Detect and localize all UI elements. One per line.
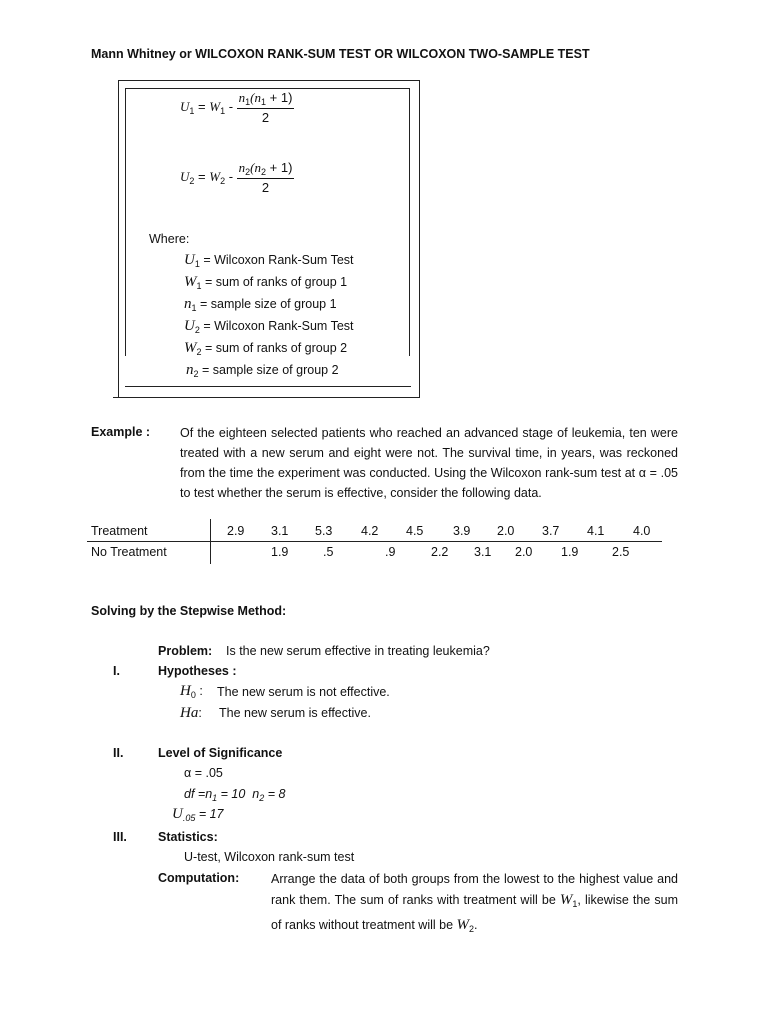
u1-formula: $U_1 = W_1$ - $\frac{n_1(n_1 + 1)}{2}$: [180, 90, 293, 125]
degrees-of-freedom: df $=n_1 = 10$ $n_2 = 8$: [184, 787, 286, 803]
stepwise-heading: Solving by the Stepwise Method:: [91, 604, 287, 618]
critical-u-value: $U_{.05} = 17$: [172, 806, 224, 823]
treatment-label: Treatment: [91, 524, 148, 538]
significance-title: Level of Significance: [158, 746, 283, 760]
u2-formula: $U_2 = W_2$ - $\frac{n_2(n_2 + 1)}{2}$: [180, 160, 293, 195]
treatment-value: 5.3: [315, 524, 333, 538]
page-title: Mann Whitney or WILCOXON RANK-SUM TEST OR WILCOXON TWO-SAMPLE TEST: [91, 47, 590, 61]
no-treatment-label: No Treatment: [91, 545, 167, 559]
definition-u2: $U_2$ = Wilcoxon Rank-Sum Test: [184, 318, 354, 335]
no-treatment-value: 2.2: [431, 545, 449, 559]
problem-label: Problem:: [158, 644, 213, 658]
where-label: Where:: [149, 232, 190, 246]
computation-label: Computation:: [158, 871, 240, 885]
hypotheses-title: Hypotheses :: [158, 664, 237, 678]
alt-hypothesis: Ha:: [180, 705, 202, 721]
no-treatment-value: 1.9: [561, 545, 579, 559]
treatment-value: 3.7: [542, 524, 560, 538]
no-treatment-value: 3.1: [474, 545, 492, 559]
treatment-value: 4.5: [406, 524, 424, 538]
test-name: U-test, Wilcoxon rank-sum test: [184, 850, 355, 864]
example-text: Of the eighteen selected patients who reached an advanced stage of leukemia, ten were treated with a new serum and eight were not. The survival time, in years, was reckoned from the time the experiment was conducted. Using the Wilcoxon rank-sum test at α = .05 to test whether the serum is effective, consider the following data.: [180, 426, 678, 500]
treatment-value: 4.2: [361, 524, 379, 538]
no-treatment-value: 2.5: [612, 545, 630, 559]
treatment-value: 2.9: [227, 524, 245, 538]
definition-n1: $n_1$ = sample size of group 1: [184, 296, 337, 313]
step1-numeral: I.: [113, 664, 120, 678]
no-treatment-value: .9: [385, 545, 396, 559]
definition-w1: $W_1$ = sum of ranks of group 1: [184, 274, 348, 291]
null-hypothesis-text: The new serum is not effective.: [217, 685, 390, 699]
no-treatment-value: 2.0: [515, 545, 533, 559]
treatment-value: 3.9: [453, 524, 471, 538]
definition-n2: $n_2$ = sample size of group 2: [186, 362, 339, 379]
treatment-value: 4.1: [587, 524, 605, 538]
no-treatment-value: .5: [323, 545, 334, 559]
treatment-value: 3.1: [271, 524, 289, 538]
definition-w2: $W_2$ = sum of ranks of group 2: [184, 340, 348, 357]
step3-numeral: III.: [113, 830, 127, 844]
alt-hypothesis-text: The new serum is effective.: [219, 706, 371, 720]
statistics-title: Statistics:: [158, 830, 218, 844]
example-label: Example :: [91, 425, 151, 439]
no-treatment-value: 1.9: [271, 545, 289, 559]
treatment-value: 4.0: [633, 524, 651, 538]
definition-u1: $U_1$ = Wilcoxon Rank-Sum Test: [184, 252, 354, 269]
step2-numeral: II.: [113, 746, 124, 760]
computation-text: Arrange the data of both groups from the lowest to the highest value and rank them. The sum of ranks with treatment will be $W_1$, likewise the sum of ranks without treatment will be $W_2$.: [271, 872, 678, 934]
alpha-value: α = .05: [184, 766, 223, 780]
problem-text: Is the new serum effective in treating leukemia?: [226, 644, 490, 658]
treatment-value: 2.0: [497, 524, 515, 538]
null-hypothesis: $H_0$ :: [180, 683, 203, 700]
